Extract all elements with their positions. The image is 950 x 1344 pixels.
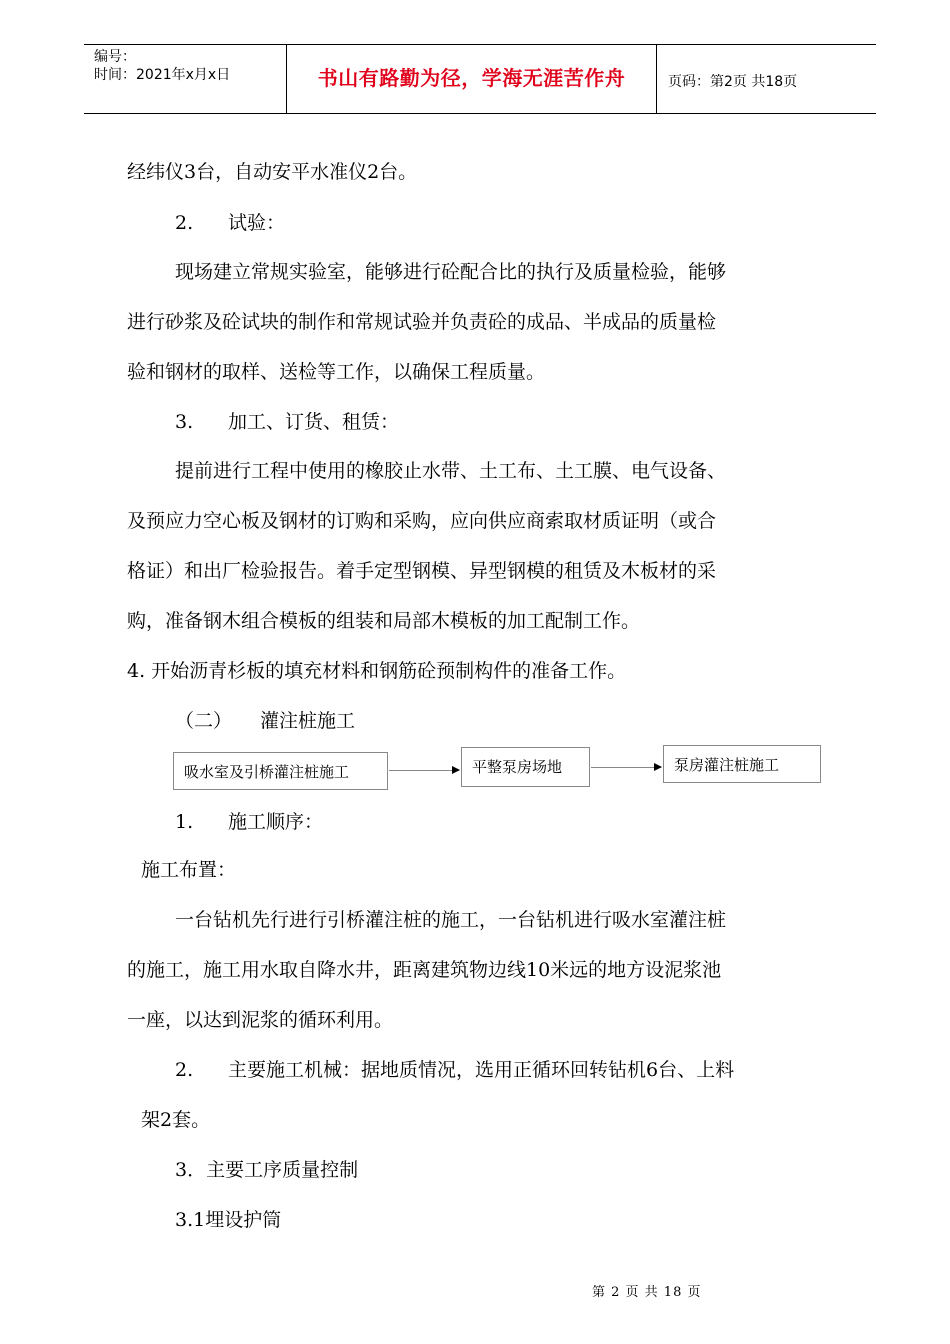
header-top-rule [84,44,876,45]
doc-number-label: 编号： [94,49,136,65]
section-heading: 3.1埋设护筒 [175,1209,282,1231]
item-number: 2. [175,212,194,234]
header-motto: 书山有路勤为径，学海无涯苦作舟 [317,66,626,90]
flow-arrow-2 [591,767,661,768]
section-heading: 加工、订货、租赁： [228,411,400,433]
flow-arrow-1 [389,770,459,771]
body-line: 进行砂浆及砼试块的制作和常规试验并负责砼的成品、半成品的质量检 [127,311,717,333]
body-line: 购，准备钢木组合模板的组装和局部木模板的加工配制工作。 [127,610,641,632]
body-line: 提前进行工程中使用的橡胶止水带、土工布、土工膜、电气设备、 [175,460,727,482]
body-line: 及预应力空心板及钢材的订购和采购，应向供应商索取材质证明（或合 [127,510,717,532]
section-heading: 施工顺序： [228,811,324,833]
header-meta [94,48,230,84]
header-page-info: 页码：第2页 共18页 [668,74,798,90]
body-line: 现场建立常规实验室，能够进行砼配合比的执行及质量检验，能够 [175,261,727,283]
section-heading: 3．主要工序质量控制 [175,1159,359,1181]
body-line: 验和钢材的取样、送检等工作，以确保工程质量。 [127,361,546,383]
item-number: 2. [175,1059,194,1081]
section-heading: 灌注桩施工 [260,710,356,732]
flow-step-2: 平整泵房场地 [461,747,590,787]
body-line: 格证）和出厂检验报告。着手定型钢模、异型钢模的租赁及木板材的采 [127,560,717,582]
item-number: （二） [175,710,233,732]
body-line: 主要施工机械：据地质情况，选用正循环回转钻机6台、上料 [228,1059,735,1081]
footer-page-number: 第 2 页 共 18 页 [592,1285,702,1300]
body-line: 架2套。 [141,1109,211,1131]
body-line: 的施工，施工用水取自降水井，距离建筑物边线10米远的地方设泥浆池 [127,959,722,981]
header-bottom-rule [84,113,876,114]
flow-step-1: 吸水室及引桥灌注桩施工 [173,752,388,790]
header-divider-right [656,44,657,113]
body-line: 经纬仪3台，自动安平水准仪2台。 [127,161,418,183]
item-number: 3. [175,411,194,433]
body-line: 施工布置： [141,859,237,881]
body-line: 一座，以达到泥浆的循环利用。 [127,1009,394,1031]
doc-time-label: 时间：2021年x月x日 [94,67,231,83]
flow-step-3: 泵房灌注桩施工 [663,745,821,783]
body-line: 4. 开始沥青杉板的填充材料和钢筋砼预制构件的准备工作。 [127,660,627,682]
item-number: 1. [175,811,194,833]
section-heading: 试验： [228,212,286,234]
body-line: 一台钻机先行进行引桥灌注桩的施工，一台钻机进行吸水室灌注桩 [175,909,727,931]
